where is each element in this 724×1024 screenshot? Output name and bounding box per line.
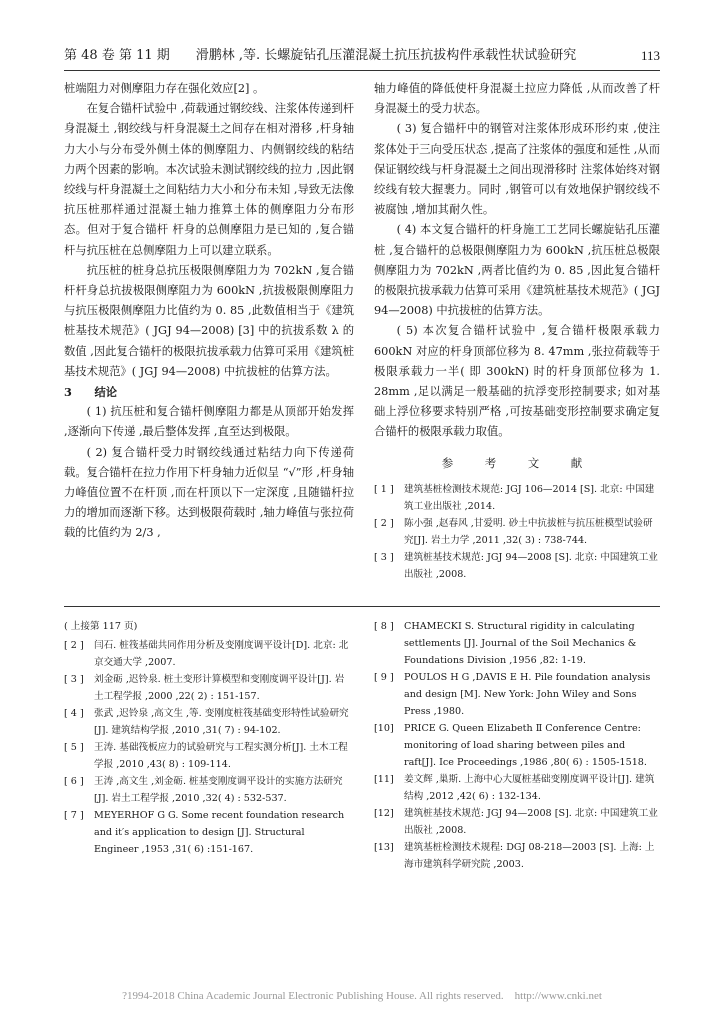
paragraph: ( 1) 抗压桩和复合锚杆侧摩阻力都是从顶部开始发挥 ,逐渐向下传递 ,最后整体发挥 ,直至达到极限。	[64, 405, 354, 439]
paragraph: ( 3) 复合锚杆中的钢管对注浆体形成环形约束 ,使注浆体处于三向受压状态 ,提高了注浆体的强度和延性 ,从而保证钢绞线与杆身混凝土之间出现滑移时 注浆体始终对钢绞线有较大握裹力。同时 ,钢管可以有效地保护钢绞线不被腐蚀 ,增加其耐久性。	[374, 122, 661, 217]
reference-number: [10]	[374, 723, 394, 734]
references-list	[374, 481, 660, 583]
references-left-list	[64, 637, 350, 858]
right-paragraphs	[374, 79, 660, 443]
reference-text: 建筑基桩检测技术规范: JGJ 106—2014 [S]. 北京: 中国建筑工业出版社 ,2014.	[404, 483, 655, 512]
references-right-list	[374, 618, 660, 873]
continued-label: ( 上接第 117 页)	[64, 621, 138, 632]
reference-item	[64, 637, 350, 671]
reference-text: 张武 ,迟铃泉 ,高文生 ,等. 变刚度桩筏基础变形特性试验研究[J]. 建筑结构学报 ,2010 ,31( 7) : 94-102.	[94, 708, 349, 736]
reference-item	[374, 771, 660, 805]
reference-number: [ 2 ]	[64, 640, 84, 651]
reference-number: [ 1 ]	[374, 483, 394, 495]
reference-item	[64, 705, 350, 739]
reference-item	[374, 805, 660, 839]
reference-text: 建筑桩基技术规范: JGJ 94—2008 [S]. 北京: 中国建筑工业出版社 ,2008.	[404, 808, 658, 836]
reference-number: [ 9 ]	[374, 672, 394, 683]
paragraph: 轴力峰值的降低使杆身混凝土拉应力降低 ,从而改善了杆身混凝土的受力状态。	[374, 82, 660, 116]
header-rule	[64, 70, 660, 71]
reference-text: POULOS H G ,DAVIS E H. Pile foundation analysis and design [M]. New York: John Wiley and Sons Press ,1980.	[404, 672, 651, 717]
reference-item	[374, 481, 660, 515]
copyright-footer: ?1994-2018 China Academic Journal Electronic Publishing House. All rights reserved. http://www.cnki.net	[122, 990, 602, 1002]
paragraph: ( 4) 本文复合锚杆的杆身施工工艺同长螺旋钻孔压灌桩 ,复合锚杆的总极限侧摩阻力为 600kN ,抗压桩总极限侧摩阻力为 702kN ,两者比值约为 0. 85 ,因此复合锚杆的极限抗拔承载力估算可采用《建筑桩基技术规范》( JGJ 94—2008) 中抗拔桩的估算方法。	[374, 223, 660, 318]
reference-item	[374, 720, 660, 771]
right-column	[374, 79, 660, 583]
reference-text: 王涛 ,高文生 ,刘金砺. 桩基变刚度调平设计的实施方法研究[J]. 岩土工程学报 ,2010 ,32( 4) : 532-537.	[94, 776, 343, 804]
running-header-title: 第 48 卷 第 11 期 滑鹏林 ,等. 长螺旋钻孔压灌混凝土抗压抗拔构件承载性状试验研究	[64, 48, 577, 63]
reference-number: [ 5 ]	[64, 742, 84, 753]
reference-text: 闫石. 桩筏基础共同作用分析及变刚度调平设计[D]. 北京: 北京交通大学 ,2007.	[94, 640, 349, 668]
left-column	[64, 79, 354, 544]
continued-references-right	[374, 618, 660, 873]
reference-number: [13]	[374, 842, 394, 853]
reference-item	[64, 671, 350, 705]
paragraph: ( 5) 本次复合锚杆试验中 ,复合锚杆极限承载力 600kN 对应的杆身顶部位移为 8. 47mm ,张拉荷载等于极限承载力一半( 即 300kN) 时的杆身顶部位移为 1. 28mm ,足以满足一般基础的抗浮变形控制要求; 如对基础上浮位移要求特别严格 ,可按基础变形控制要求确定复合锚杆的极限承载力取值。	[374, 324, 660, 439]
reference-text: 建筑基桩检测技术规程: DGJ 08-218—2003 [S]. 上海: 上海市建筑科学研究院 ,2003.	[404, 842, 655, 870]
reference-number: [12]	[374, 808, 394, 819]
reference-number: [11]	[374, 774, 394, 785]
reference-text: 刘金砺 ,迟铃泉. 桩土变形计算模型和变刚度调平设计[J]. 岩土工程学报 ,2000 ,22( 2) : 151-157.	[94, 674, 345, 702]
reference-text: 建筑桩基技术规范: JGJ 94—2008 [S]. 北京: 中国建筑工业出版社 ,2008.	[404, 551, 658, 580]
reference-item	[374, 618, 660, 669]
paragraph: 桩端阻力对侧摩阻力存在强化效应[2] 。	[64, 82, 265, 95]
reference-text: MEYERHOF G G. Some recent foundation research and it′s application to design [J]. Structural Engineer ,1953 ,31( 6) :151-167.	[94, 810, 345, 855]
reference-text: 王涛. 基础筏板应力的试验研究与工程实测分析[J]. 土木工程学报 ,2010 ,43( 8) : 109-114.	[94, 742, 348, 770]
reference-number: [ 3 ]	[374, 551, 394, 563]
reference-item	[374, 515, 660, 549]
references-title: 参 考 文 献	[441, 455, 593, 470]
reference-item	[374, 549, 660, 583]
reference-item	[64, 807, 350, 858]
section-divider	[64, 606, 660, 607]
paragraph: ( 2) 复合锚杆受力时钢绞线通过粘结力向下传递荷载。复合锚杆在拉力作用下杆身轴力近似呈 “√”形 ,杆身轴力峰值位置不在杆顶 ,而在杆顶以下一定深度 ,且随锚杆拉力的增加而逐渐下移。达到极限荷载时 ,轴力峰值与张拉荷载的比值约为 2/3 ,	[64, 445, 354, 540]
paragraph: 抗压桩的桩身总抗压极限侧摩阻力为 702kN ,复合锚杆杆身总抗拔极限侧摩阻力为 600kN ,抗拔极限侧摩阻力与抗压极限侧摩阻力比值约为 0. 85 ,此数值相当于《建筑桩基技术规范》( JGJ 94—2008) [3] 中的抗拔系数 λ 的数值 ,因此复合锚杆的极限抗拔承载力估算可采用《建筑桩基技术规范》( JGJ 94—2008) 中抗拔桩的估算方法。	[64, 263, 354, 378]
reference-text: CHAMECKI S. Structural rigidity in calculating settlements [J]. Journal of the Soil Mechanics & Foundations Division ,1956 ,82: 1-19.	[404, 621, 637, 666]
reference-text: 陈小强 ,赵春风 ,甘爱明. 砂土中抗拔桩与抗压桩模型试验研究[J]. 岩土力学 ,2011 ,32( 3) : 738-744.	[404, 517, 653, 546]
reference-number: [ 6 ]	[64, 776, 84, 787]
reference-text: PRICE G. Queen Elizabeth Ⅱ Conference Centre: monitoring of load sharing between piles and raft[J]. Ice Proceedings ,1986 ,80( 6) : 1505-1518.	[404, 723, 647, 768]
reference-number: [ 4 ]	[64, 708, 84, 719]
paragraph: 在复合锚杆试验中 ,荷载通过钢绞线、注浆体传递到杆身混凝土 ,钢绞线与杆身混凝土之间存在相对滑移 ,杆身轴力大小与分布受外侧土体的侧摩阻力、内侧钢绞线的粘结力两个因素的影响。本次试验未测试钢绞线的拉力 ,因此钢绞线与杆身混凝土之间粘结力大小和分布未知 ,导致无法像抗压桩那样通过混凝土轴力推算土体的侧摩阻力分布形态。但对于复合锚杆 杆身的总侧摩阻力是已知的 ,复合锚杆与抗压桩在总侧摩阻力上可以建立联系。	[64, 102, 354, 257]
reference-number: [ 2 ]	[374, 517, 394, 529]
reference-item	[64, 739, 350, 773]
running-header	[64, 44, 660, 66]
reference-text: 姜文辉 ,巢斯. 上海中心大厦桩基础变刚度调平设计[J]. 建筑结构 ,2012 ,42( 6) : 132-134.	[404, 774, 655, 802]
continued-references-left	[64, 618, 350, 858]
page-number: 113	[640, 48, 660, 63]
reference-number: [ 7 ]	[64, 810, 84, 821]
reference-item	[374, 669, 660, 720]
reference-number: [ 3 ]	[64, 674, 84, 685]
reference-number: [ 8 ]	[374, 621, 394, 632]
section-heading: 3 结论	[64, 385, 118, 400]
reference-item	[64, 773, 350, 807]
reference-item	[374, 839, 660, 873]
